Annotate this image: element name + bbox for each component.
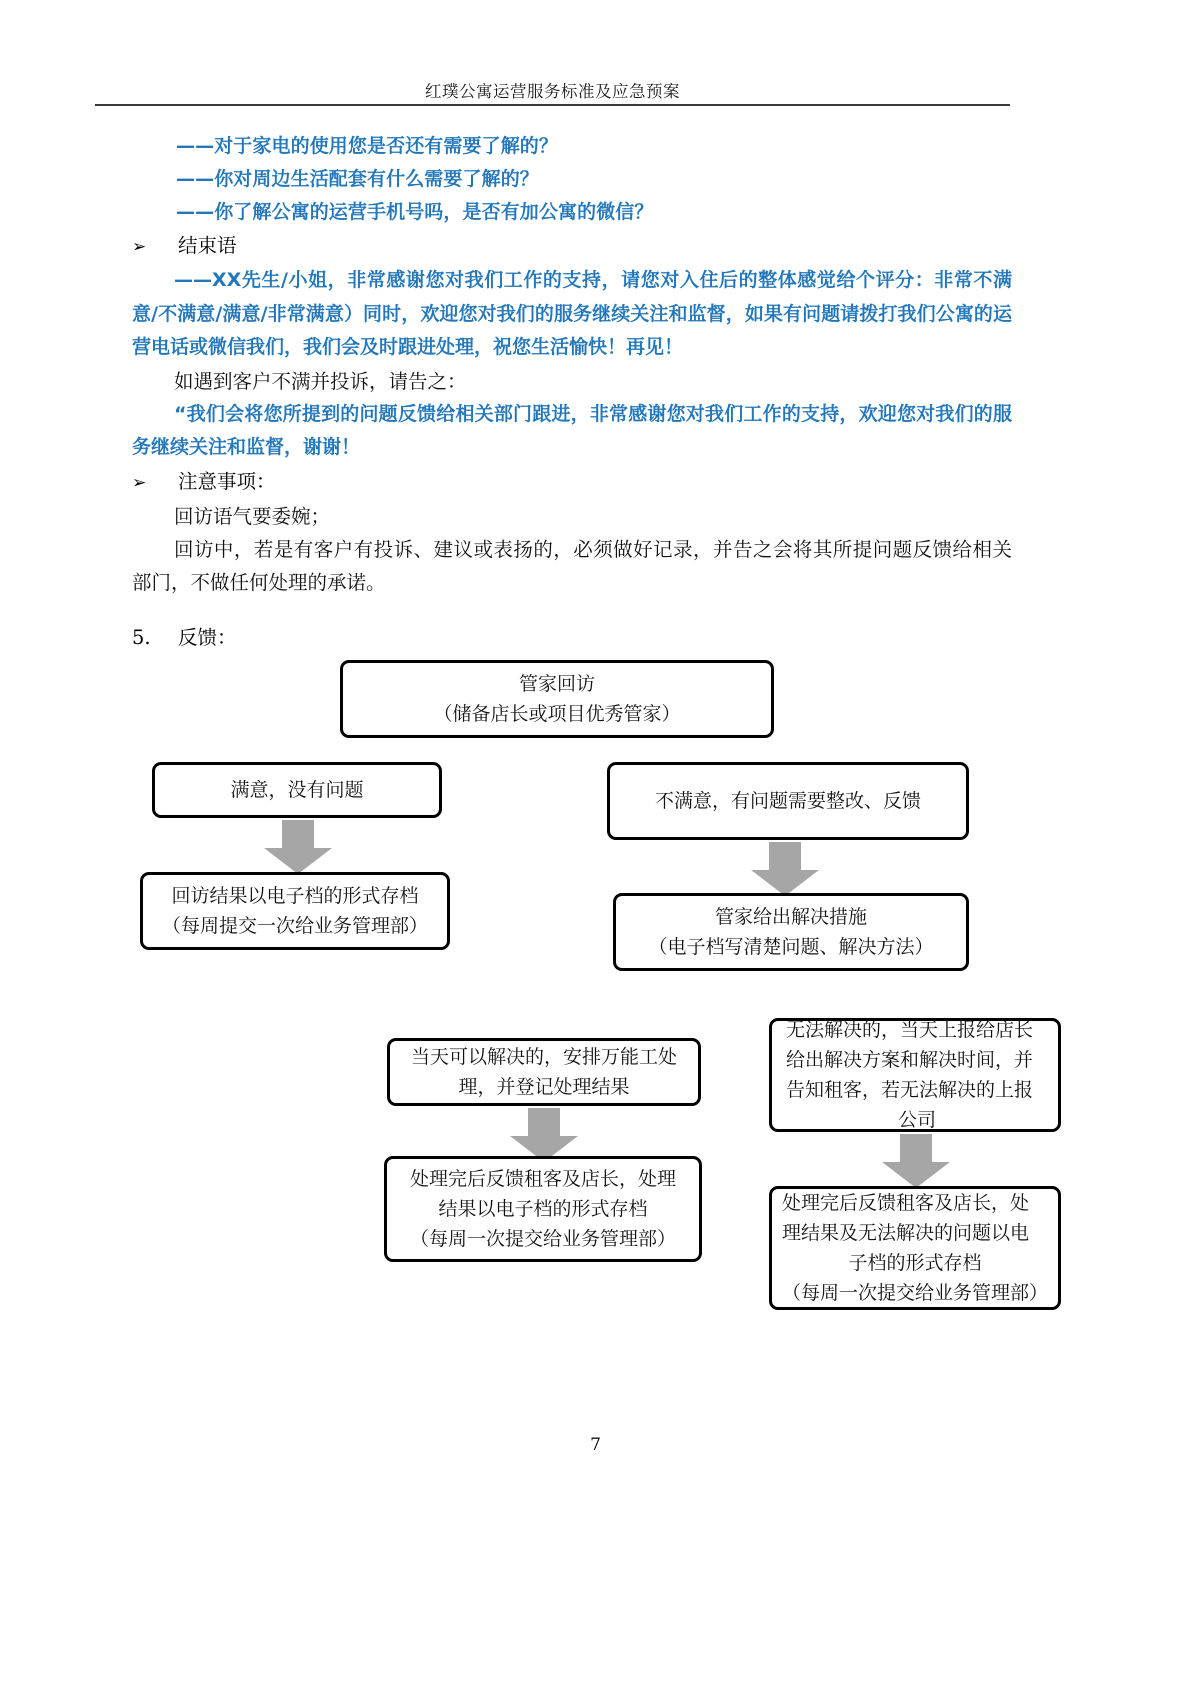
bullet-closing-语 (132, 229, 1012, 264)
box-feedback-tenant-archive-escalated[interactable] (769, 1186, 1061, 1310)
box-line: 给出解决方案和解决时间，并 (786, 1049, 1034, 1071)
box-housekeeper-followup[interactable] (340, 660, 774, 738)
section-5-heading (132, 621, 1012, 654)
arrow-unresolvable-to-archive (876, 1134, 956, 1188)
bullet-notes (132, 465, 1012, 500)
document-body (132, 130, 1012, 654)
complaint-lead-line: 如遇到客户不满并投诉，请告之： (174, 369, 467, 393)
box-satisfied-no-issue[interactable] (152, 762, 442, 818)
box-line: 当天可以解决的，安排万能工处 (410, 1046, 677, 1068)
box-feedback-tenant-archive[interactable] (384, 1156, 702, 1262)
box-line: 管家给出解决措施 (714, 906, 867, 928)
box-line: （电子档写清楚问题、解决方法） (648, 936, 934, 958)
box-line: 理，并登记处理结果 (458, 1076, 630, 1098)
box-line: 处理完后反馈租客及店长，处 (782, 1192, 1030, 1214)
box-line: 子档的形式存档 (848, 1252, 982, 1274)
box-line: 结果以电子档的形式存档 (438, 1198, 648, 1220)
box-line: 处理完后反馈租客及店长，处理 (409, 1168, 676, 1190)
arrow-sameday-to-archive (504, 1108, 584, 1162)
box-line: 无法解决的，当天上报给店长 (786, 1019, 1034, 1041)
box-line: （储备店长或项目优秀管家） (433, 703, 681, 725)
bullet-closing-label: 结束语 (178, 234, 237, 257)
box-line: 告知租客，若无法解决的上报 (786, 1079, 1034, 1101)
complaint-quote-paragraph: “我们会将您所提到的问题反馈给相关部门跟进，非常感谢您对我们工作的支持，欢迎您对我们的服务继续关注和监督，谢谢！ (132, 402, 1012, 458)
box-housekeeper-solution[interactable] (613, 893, 969, 971)
box-archive-followup-result[interactable] (140, 872, 450, 950)
blue-question-2: ——你对周边生活配套有什么需要了解的？ (176, 168, 539, 190)
arrow-bullet-icon: ➢ (132, 237, 147, 257)
header-divider (95, 104, 1010, 106)
note-line-1: 回访语气要委婉； (174, 504, 331, 528)
box-line: 回访结果以电子档的形式存档 (171, 885, 419, 907)
box-same-day-resolve[interactable] (387, 1038, 701, 1106)
box-unsatisfied-needs-rectification[interactable] (607, 762, 969, 840)
box-unresolvable-escalate[interactable] (769, 1018, 1061, 1132)
note-line-2: 回访中，若是有客户有投诉、建议或表扬的，必须做好记录，并告之会将其所提问题反馈给相关部门，不做任何处理的承诺。 (132, 537, 1012, 594)
bullet-notes-label: 注意事项： (178, 469, 276, 493)
arrow-bullet-icon-2: ➢ (132, 472, 147, 493)
blue-question-1: ——对于家电的使用您是否还有需要了解的？ (176, 135, 559, 157)
section-title: 反馈： (178, 625, 237, 649)
box-line: 不满意，有问题需要整改、反馈 (654, 790, 921, 812)
box-line: 管家回访 (518, 673, 595, 695)
blue-question-3: ——你了解公寓的运营手机号吗，是否有加公寓的微信？ (176, 201, 654, 223)
page-number: 7 (590, 1435, 601, 1455)
box-line: 公司 (897, 1109, 936, 1131)
box-line: （每周一次提交给业务管理部） (782, 1282, 1049, 1304)
box-line: 满意，没有问题 (230, 779, 364, 801)
arrow-satisfied-to-archive (258, 820, 338, 874)
section-number: 5. (132, 625, 151, 649)
box-line: 理结果及无法解决的问题以电 (782, 1222, 1030, 1244)
box-line: （每周提交一次给业务管理部） (161, 915, 428, 937)
box-line: （每周一次提交给业务管理部） (409, 1228, 676, 1250)
arrow-unsatisfied-to-solution (745, 842, 825, 896)
page-header-title: 红璞公寓运营服务标准及应急预案 (425, 82, 680, 101)
closing-paragraph: ——XX先生/小姐，非常感谢您对我们工作的支持，请您对入住后的整体感觉给个评分：非常不满意/不满意/满意/非常满意）同时，欢迎您对我们的服务继续关注和监督，如果有问题请拨打我们公寓的运营电话或微信我们，我们会及时跟进处理，祝您生活愉快！再见！ (132, 269, 1012, 358)
